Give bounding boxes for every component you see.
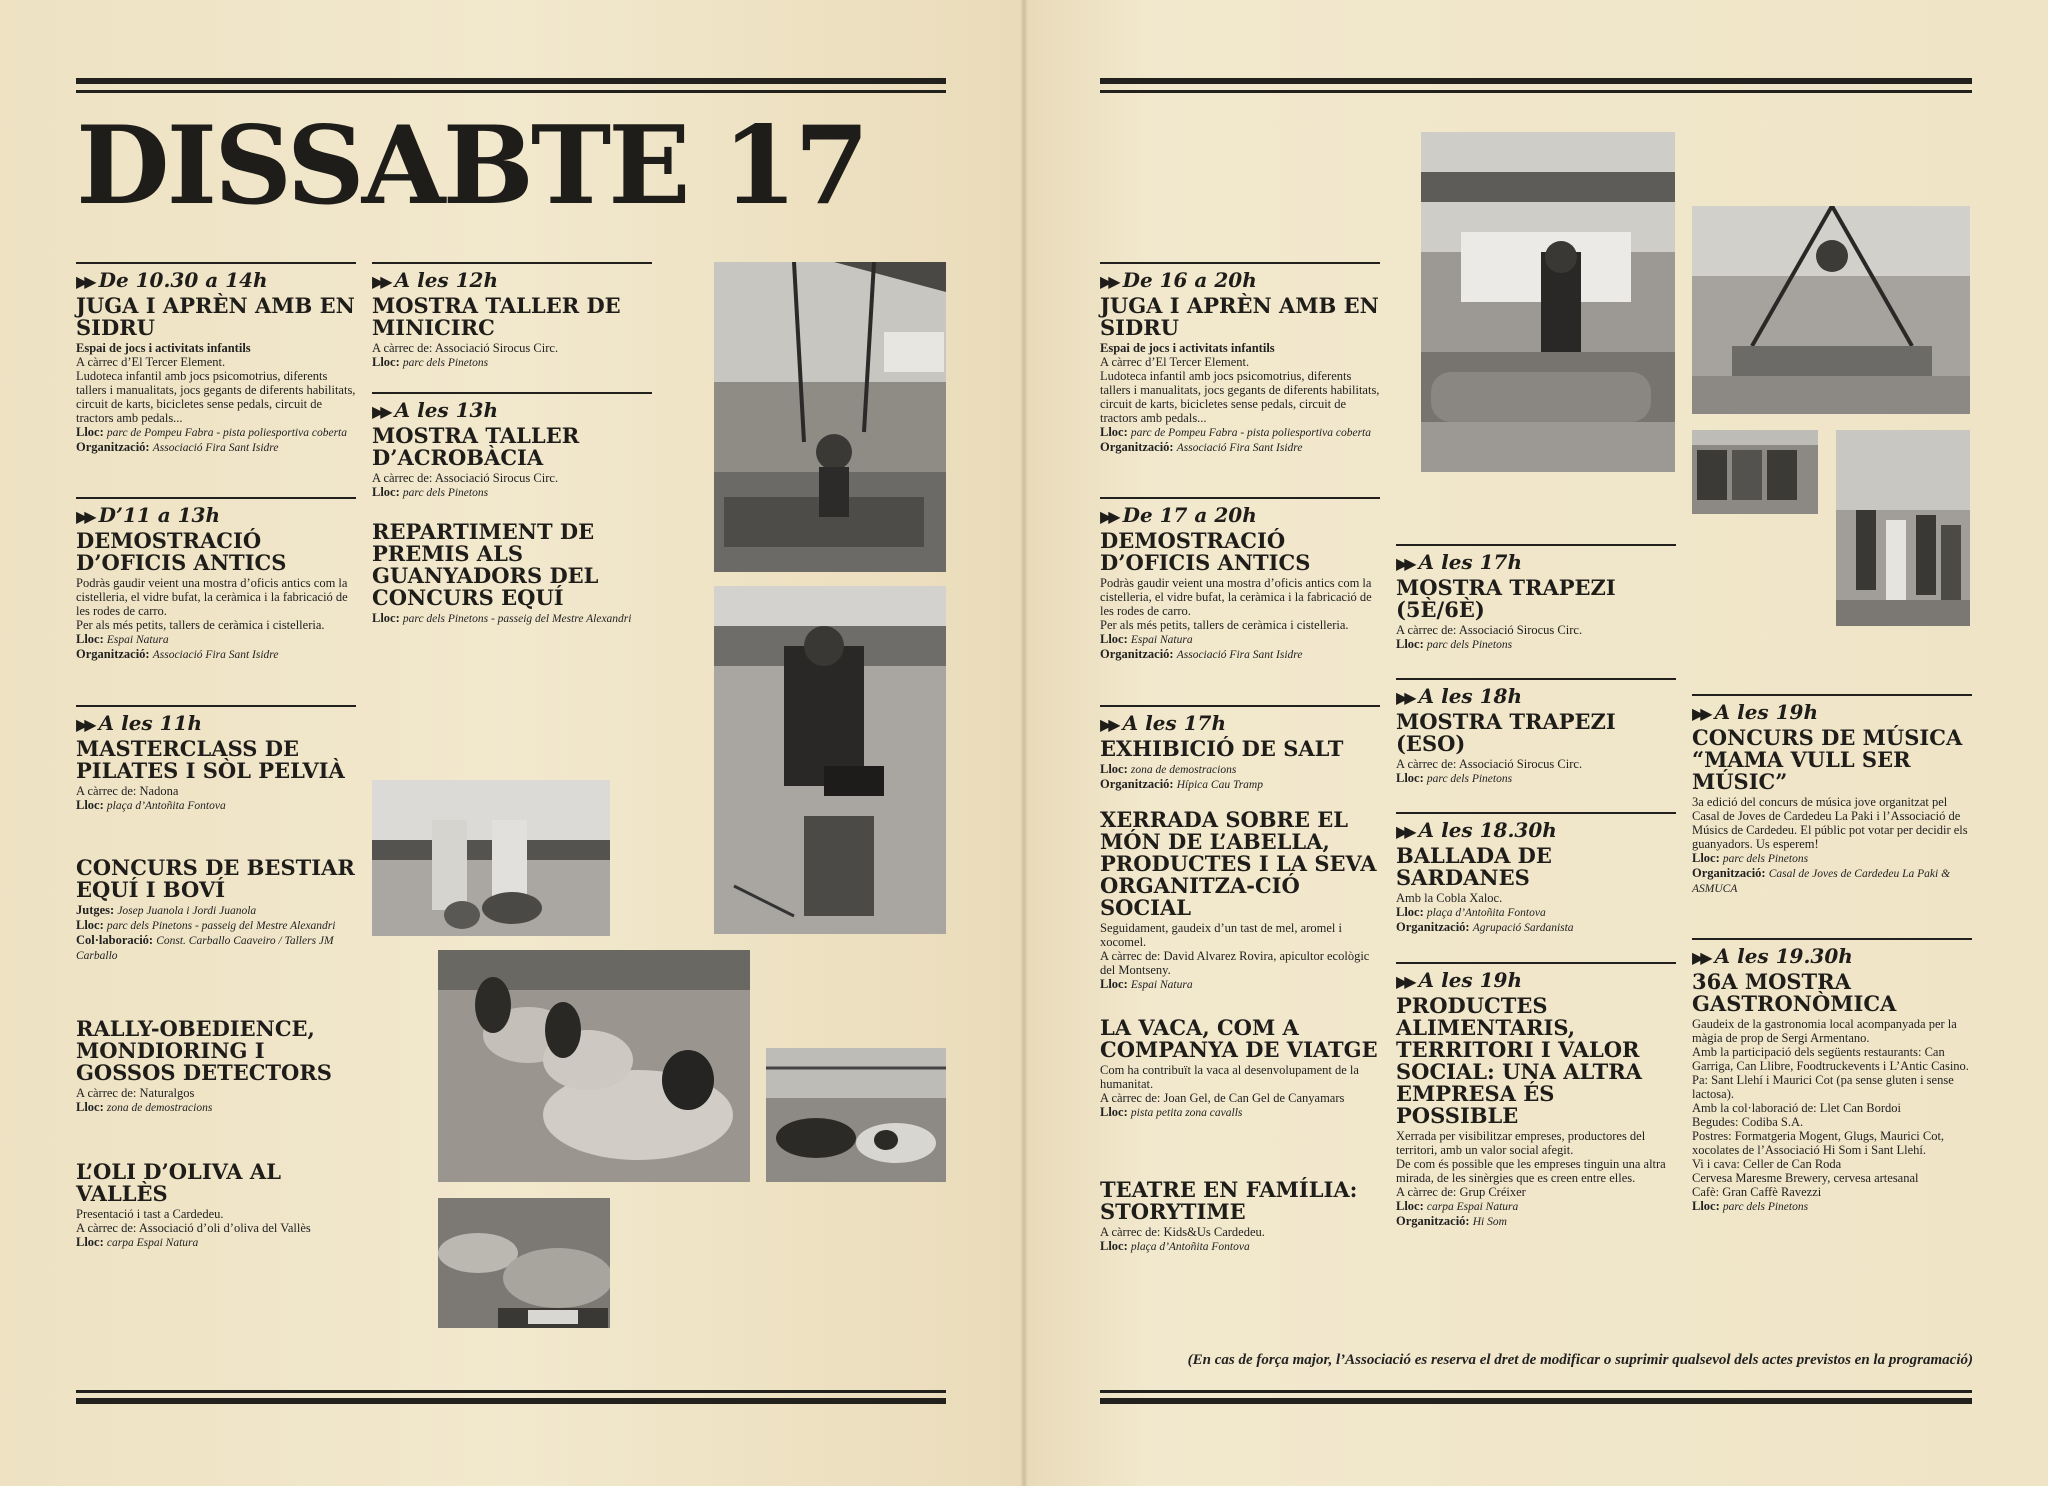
event-body: Xerrada per visibilitzar empreses, productores del territori, amb un valor social afegit. De com és possible que les empreses tinguin una altra mirada, de les sinèrgies que es creen entre elles. A càrrec de: Grup Créixer Lloc: carpa Espai Natura Organització: Hi Som <box>1396 1129 1666 1228</box>
event-minicirc <box>372 262 652 370</box>
event-body: A càrrec de: Naturalgos Lloc: zona de demostracions <box>76 1086 213 1114</box>
event-title: DEMOSTRACIÓ D’OFICIS ANTICS <box>76 528 287 575</box>
cows-photo <box>766 1048 946 1182</box>
event-body: Jutges: Josep Juanola i Jordi Juanola Lloc: parc dels Pinetons - passeig del Mestre Alexandri Col·laboració: Const. Carballo Caaveiro / Tallers JM Carballo <box>76 903 336 962</box>
event-time: ▶▶ D’11 a 13h <box>76 503 221 527</box>
event-teatre-familia <box>1100 1178 1390 1254</box>
divider <box>1100 497 1380 499</box>
event-title: MASTERCLASS DE PILATES I SÒL PELVIÀ <box>76 736 345 783</box>
divider <box>372 392 652 394</box>
event-time: ▶▶ A les 19h <box>1396 968 1523 992</box>
double-arrow-icon: ▶▶ <box>1396 822 1413 841</box>
event-title: JUGA I APRÈN AMB EN SIDRU <box>1100 293 1379 340</box>
event-body: A càrrec de: Associació Sirocus Circ. Lloc: parc dels Pinetons <box>1396 623 1583 651</box>
top-rule-right <box>1100 78 1972 84</box>
divider <box>76 497 356 499</box>
double-arrow-icon: ▶▶ <box>372 402 389 421</box>
double-arrow-icon: ▶▶ <box>1396 688 1413 707</box>
event-title: JUGA I APRÈN AMB EN SIDRU <box>76 293 355 340</box>
disclaimer-footnote: (En cas de força major, l’Associació es reserva el dret de modificar o suprimir qualsevol dels actes previstos en la programació) <box>1187 1352 1973 1368</box>
spine <box>1020 0 1028 1486</box>
event-mostra-gastronomica <box>1692 938 1972 1214</box>
event-body: A càrrec de: Nadona Lloc: plaça d’Antoñita Fontova <box>76 784 226 812</box>
event-title: L’OLI D’OLIVA AL VALLÈS <box>76 1159 281 1206</box>
bottom-rule-left <box>76 1398 946 1404</box>
event-title: DEMOSTRACIÓ D’OFICIS ANTICS <box>1100 528 1311 575</box>
event-time: ▶▶ A les 17h <box>1100 711 1227 735</box>
event-body: Seguidament, gaudeix d’un tast de mel, aromel i xocomel. A càrrec de: David Alvarez Rovira, apicultor ecològic del Montseny. Lloc: Espai Natura <box>1100 921 1370 991</box>
divider <box>1692 694 1972 696</box>
event-body: A càrrec de: Associació Sirocus Circ. Lloc: parc dels Pinetons <box>372 471 559 499</box>
double-arrow-icon: ▶▶ <box>1396 972 1413 991</box>
event-body: Gaudeix de la gastronomia local acompanyada per la màgia de prop de Sergi Armentano. Amb la participació dels següents restaurants: Can Garriga, Can Llibre, Foodtruckevents i L’Antic Casino. Pa: Sant Llehí i Maurici Cot (pa sense gluten i sense lactosa). Amb la col·laboració de: Llet Can Bordoi Begudes: Codiba S.A. Postres: Formatgeria Mogent, Glugs, Maurici Cot, xocolates de l’Associació Hi Som i Sant Llehí. Vi i cava: Celler de Can Roda Cervesa Maresme Brewery, cervesa artesanal Cafè: Gran Caffè Ravezzi Lloc: parc dels Pinetons <box>1692 1017 1969 1213</box>
cans-photo <box>1692 430 1818 514</box>
event-time: ▶▶ De 10.30 a 14h <box>76 268 268 292</box>
divider <box>76 262 356 264</box>
event-title: 36A MOSTRA GASTRONÒMICA <box>1692 969 1897 1016</box>
divider <box>1396 678 1676 680</box>
event-body: Espai de jocs i activitats infantils A càrrec d’El Tercer Element. Ludoteca infantil amb jocs psicomotrius, diferents tallers i manualitats, jocs gegants de diferents habilitats, circuit de karts, bicicletes sense pedals, circuit de tractors amb pedals... Lloc: parc de Pompeu Fabra - pista poliesportiva coberta Organització: Associació Fira Sant Isidre <box>1100 341 1380 454</box>
event-pilates <box>76 705 356 813</box>
event-body: Presentació i tast a Cardedeu. A càrrec de: Associació d’oli d’oliva del Vallès Lloc: carpa Espai Natura <box>76 1207 311 1249</box>
event-xerrada-abella <box>1100 808 1380 992</box>
olives-photo <box>438 1198 610 1328</box>
event-rally-obedience <box>76 1017 356 1115</box>
event-exhibicio-salt <box>1100 705 1380 792</box>
event-oli-oliva <box>76 1160 356 1250</box>
divider <box>1100 262 1380 264</box>
circus-photo <box>1692 206 1970 414</box>
divider <box>1396 812 1676 814</box>
event-title: RALLY-OBEDIENCE, MONDIORING I GOSSOS DETECTORS <box>76 1016 332 1085</box>
event-body: Amb la Cobla Xaloc. Lloc: plaça d’Antoñita Fontova Organització: Agrupació Sardanista <box>1396 891 1574 934</box>
event-body: A càrrec de: Kids&Us Cardedeu. Lloc: plaça d’Antoñita Fontova <box>1100 1225 1265 1253</box>
sheep-photo <box>438 950 750 1182</box>
top-rule-right-thin <box>1100 90 1972 93</box>
event-productes-alimentaris <box>1396 962 1676 1229</box>
event-body: Lloc: parc dels Pinetons - passeig del Mestre Alexandri <box>372 611 632 625</box>
bottom-rule-left-thin <box>76 1390 946 1393</box>
event-time: ▶▶ A les 19.30h <box>1692 944 1853 968</box>
event-body: Com ha contribuït la vaca al desenvolupament de la humanitat. A càrrec de: Joan Gel, de Can Gel de Canyamars Lloc: pista petita zona cavalls <box>1100 1063 1359 1119</box>
bottom-rule-right <box>1100 1398 1972 1404</box>
event-time: ▶▶ A les 11h <box>76 711 203 735</box>
event-trapezi-5e6e <box>1396 544 1676 652</box>
blacksmith-photo <box>714 586 946 934</box>
event-trapezi-eso <box>1396 678 1676 786</box>
bottom-rule-right-thin <box>1100 1390 1972 1393</box>
event-title: MOSTRA TRAPEZI (5È/6È) <box>1396 575 1616 622</box>
double-arrow-icon: ▶▶ <box>76 715 93 734</box>
event-concurs-musica <box>1692 694 1972 896</box>
acrobatics-photo <box>714 262 946 572</box>
divider <box>1100 705 1380 707</box>
double-arrow-icon: ▶▶ <box>1692 948 1709 967</box>
event-juga-i-apren-morning <box>76 262 356 455</box>
double-arrow-icon: ▶▶ <box>1396 554 1413 573</box>
wood-cutting-photo <box>1421 132 1675 472</box>
event-body: A càrrec de: Associació Sirocus Circ. Lloc: parc dels Pinetons <box>1396 757 1583 785</box>
event-time: ▶▶ A les 12h <box>372 268 499 292</box>
double-arrow-icon: ▶▶ <box>372 272 389 291</box>
divider <box>372 262 652 264</box>
divider <box>1396 544 1676 546</box>
double-arrow-icon: ▶▶ <box>1692 704 1709 723</box>
event-title: EXHIBICIÓ DE SALT <box>1100 736 1344 761</box>
event-title: TEATRE EN FAMÍLIA: STORYTIME <box>1100 1177 1358 1224</box>
event-body: Podràs gaudir veient una mostra d’oficis antics com la cistelleria, el vidre bufat, la ceràmica i la fabricació de les rodes de carro. Per als més petits, tallers de ceràmica i cistelleria. Lloc: Espai Natura Organització: Associació Fira Sant Isidre <box>76 576 348 661</box>
event-title: CONCURS DE MÚSICA “MAMA VULL SER MÚSIC” <box>1692 725 1963 794</box>
top-rule-left-thin <box>76 90 946 93</box>
event-time: ▶▶ A les 18h <box>1396 684 1523 708</box>
event-time: ▶▶ A les 18.30h <box>1396 818 1557 842</box>
event-sardanes <box>1396 812 1676 935</box>
event-la-vaca <box>1100 1016 1380 1120</box>
event-juga-i-apren-afternoon <box>1100 262 1380 455</box>
divider <box>1396 962 1676 964</box>
event-title: CONCURS DE BESTIAR EQUÍ I BOVÍ <box>76 855 355 902</box>
double-arrow-icon: ▶▶ <box>76 272 93 291</box>
page-title: DISSABTE 17 <box>76 103 867 229</box>
event-title: MOSTRA TRAPEZI (ESO) <box>1396 709 1616 756</box>
divider <box>1692 938 1972 940</box>
log-sawing-photo <box>372 780 610 936</box>
event-title: PRODUCTES ALIMENTARIS, TERRITORI I VALOR SOCIAL: UNA ALTRA EMPRESA ÉS POSSIBLE <box>1396 993 1642 1128</box>
event-oficis-antics-morning <box>76 497 356 662</box>
event-title: LA VACA, COM A COMPANYA DE VIATGE <box>1100 1015 1378 1062</box>
dancers-photo <box>1836 430 1970 626</box>
double-arrow-icon: ▶▶ <box>1100 272 1117 291</box>
event-title: MOSTRA TALLER D’ACROBÀCIA <box>372 423 580 470</box>
event-title: XERRADA SOBRE EL MÓN DE L’ABELLA, PRODUCTES I LA SEVA ORGANITZA-CIÓ SOCIAL <box>1100 807 1377 920</box>
event-oficis-antics-afternoon <box>1100 497 1380 662</box>
event-time: ▶▶ De 16 a 20h <box>1100 268 1257 292</box>
event-title: MOSTRA TALLER DE MINICIRC <box>372 293 621 340</box>
event-body: A càrrec de: Associació Sirocus Circ. Lloc: parc dels Pinetons <box>372 341 559 369</box>
divider <box>76 705 356 707</box>
event-repartiment-premis <box>372 520 652 626</box>
event-body: Espai de jocs i activitats infantils A càrrec d’El Tercer Element. Ludoteca infantil amb jocs psicomotrius, diferents tallers i manualitats, jocs gegants de diferents habilitats, circuit de karts, bicicletes sense pedals, circuit de tractors amb pedals... Lloc: parc de Pompeu Fabra - pista poliesportiva coberta Organització: Associació Fira Sant Isidre <box>76 341 356 454</box>
event-time: ▶▶ A les 19h <box>1692 700 1819 724</box>
event-time: ▶▶ A les 17h <box>1396 550 1523 574</box>
event-body: Lloc: zona de demostracions Organització: Hípica Cau Tramp <box>1100 762 1263 791</box>
double-arrow-icon: ▶▶ <box>76 507 93 526</box>
event-concurs-bestiar <box>76 856 356 963</box>
event-title: REPARTIMENT DE PREMIS ALS GUANYADORS DEL CONCURS EQUÍ <box>372 519 599 610</box>
event-time: ▶▶ De 17 a 20h <box>1100 503 1257 527</box>
top-rule-left <box>76 78 946 84</box>
event-time: ▶▶ A les 13h <box>372 398 499 422</box>
double-arrow-icon: ▶▶ <box>1100 715 1117 734</box>
double-arrow-icon: ▶▶ <box>1100 507 1117 526</box>
event-body: Podràs gaudir veient una mostra d’oficis antics com la cistelleria, el vidre bufat, la ceràmica i la fabricació de les rodes de carro. Per als més petits, tallers de ceràmica i cistelleria. Lloc: Espai Natura Organització: Associació Fira Sant Isidre <box>1100 576 1372 661</box>
event-title: BALLADA DE SARDANES <box>1396 843 1552 890</box>
event-body: 3a edició del concurs de música jove organitzat pel Casal de Joves de Cardedeu La Paki i l’Associació de Músics de Cardedeu. El públic pot votar per decidir els guanyadors. Us esperem! Lloc: parc dels Pinetons Organització: Casal de Joves de Cardedeu La Paki & ASMUCA <box>1692 795 1968 895</box>
event-acrobacia <box>372 392 652 500</box>
